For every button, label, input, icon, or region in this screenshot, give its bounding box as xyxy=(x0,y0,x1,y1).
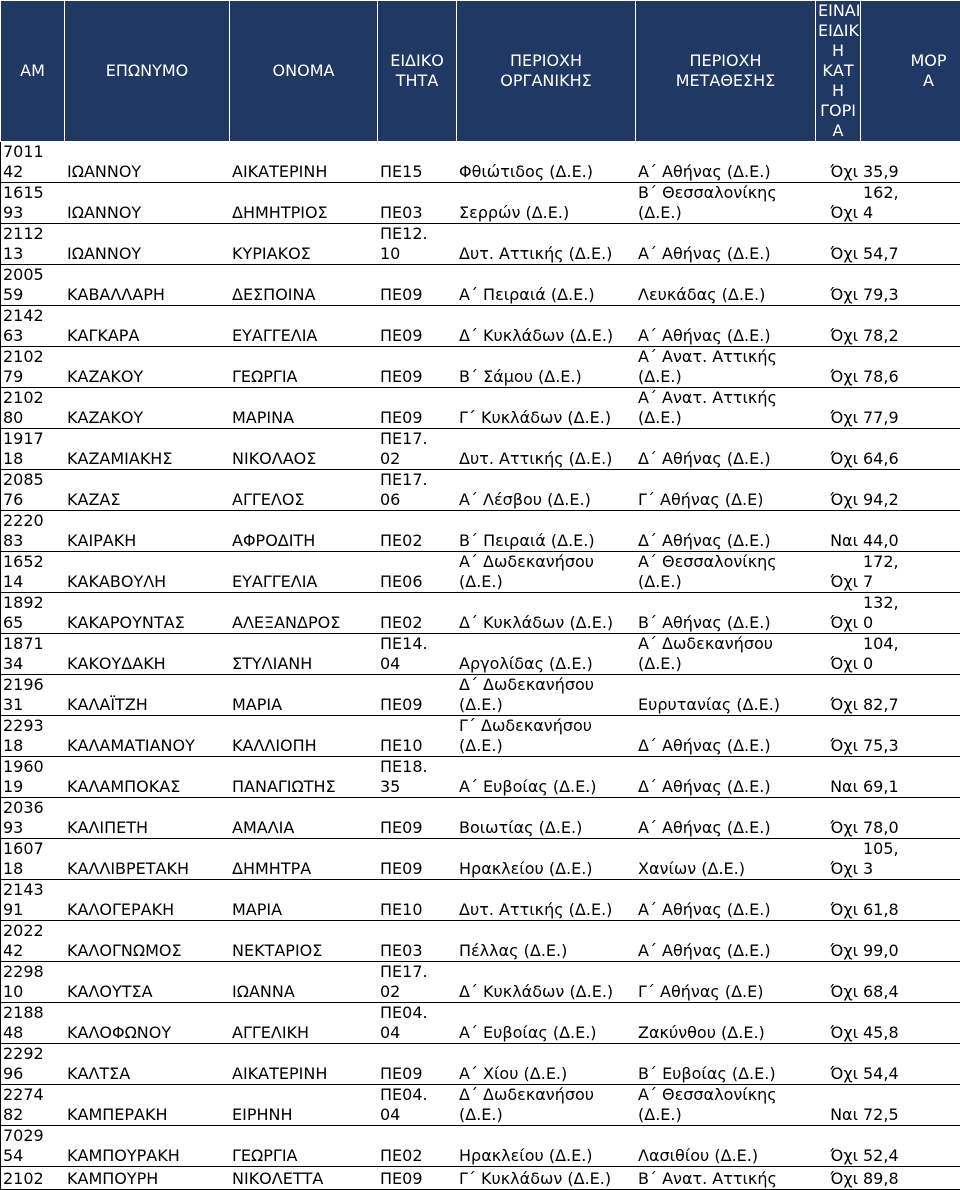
table-row xyxy=(1,429,960,470)
column-header-organic-area: ΠΕΡΙΟΧΗ ΟΡΓΑΝΙΚΗΣ xyxy=(457,1,636,142)
cell-surname: ΚΑΛΤΣΑ xyxy=(65,1044,230,1085)
cell-organic-area: Ηρακλείου (Δ.Ε.) xyxy=(457,1126,636,1167)
cell-surname: ΚΑΛΟΥΤΣΑ xyxy=(65,962,230,1003)
table-row xyxy=(1,1044,960,1085)
cell-specialty: ΠΕ02 xyxy=(378,593,457,634)
cell-organic-area: Α΄ Χίου (Δ.Ε.) xyxy=(457,1044,636,1085)
cell-organic-area: Δυτ. Αττικής (Δ.Ε.) xyxy=(457,224,636,265)
cell-am: 2102 xyxy=(1,1167,65,1190)
cell-surname: ΚΑΛΑΜΑΤΙΑΝΟΥ xyxy=(65,716,230,757)
cell-special-category: Όχι xyxy=(816,675,861,716)
cell-am: 1871 34 xyxy=(1,634,65,675)
cell-special-category: Όχι xyxy=(816,183,861,224)
cell-organic-area: Α΄ Ευβοίας (Δ.Ε.) xyxy=(457,757,636,798)
cell-points: 77,9 xyxy=(861,388,960,429)
cell-transfer-area: Β΄ Ανατ. Αττικής xyxy=(636,1167,816,1190)
cell-points: 35,9 xyxy=(861,142,960,183)
cell-name: ΜΑΡΙΑ xyxy=(230,675,378,716)
cell-points: 69,1 xyxy=(861,757,960,798)
cell-am: 1892 65 xyxy=(1,593,65,634)
cell-special-category: Όχι xyxy=(816,593,861,634)
cell-points: 78,6 xyxy=(861,347,960,388)
cell-specialty: ΠΕ14. 04 xyxy=(378,634,457,675)
cell-name: ΚΥΡΙΑΚΟΣ xyxy=(230,224,378,265)
cell-am: 2102 80 xyxy=(1,388,65,429)
cell-points: 99,0 xyxy=(861,921,960,962)
cell-name: ΑΦΡΟΔΙΤΗ xyxy=(230,511,378,552)
cell-points: 72,5 xyxy=(861,1085,960,1126)
cell-surname: ΚΑΛΟΓΝΩΜΟΣ xyxy=(65,921,230,962)
cell-am: 2112 13 xyxy=(1,224,65,265)
table-row xyxy=(1,921,960,962)
cell-surname: ΚΑΚΑΡΟΥΝΤΑΣ xyxy=(65,593,230,634)
table-row xyxy=(1,716,960,757)
table-row xyxy=(1,470,960,511)
cell-special-category: Ναι xyxy=(816,757,861,798)
cell-am: 2036 93 xyxy=(1,798,65,839)
cell-transfer-area: Α΄ Αθήνας (Δ.Ε.) xyxy=(636,880,816,921)
cell-surname: ΚΑΖΑΚΟΥ xyxy=(65,347,230,388)
column-header-special-category: ΕΙΝΑΙ ΕΙΔΙΚ Η ΚΑΤ Η ΓΟΡΙ Α xyxy=(816,1,861,142)
cell-special-category: Όχι xyxy=(816,265,861,306)
cell-am: 1615 93 xyxy=(1,183,65,224)
table-row xyxy=(1,962,960,1003)
cell-organic-area: Φθιώτιδος (Δ.Ε.) xyxy=(457,142,636,183)
cell-am: 2022 42 xyxy=(1,921,65,962)
cell-organic-area: Α΄ Δωδεκανήσου (Δ.Ε.) xyxy=(457,552,636,593)
cell-specialty: ΠΕ10 xyxy=(378,716,457,757)
cell-surname: ΚΑΖΑΚΟΥ xyxy=(65,388,230,429)
table-row xyxy=(1,142,960,183)
cell-transfer-area: Δ΄ Αθήνας (Δ.Ε.) xyxy=(636,716,816,757)
table-header xyxy=(1,1,960,142)
cell-am: 1917 18 xyxy=(1,429,65,470)
cell-am: 2085 76 xyxy=(1,470,65,511)
cell-special-category: Όχι xyxy=(816,429,861,470)
cell-organic-area: Α΄ Λέσβου (Δ.Ε.) xyxy=(457,470,636,511)
cell-organic-area: Αργολίδας (Δ.Ε.) xyxy=(457,634,636,675)
table-row xyxy=(1,839,960,880)
cell-special-category: Όχι xyxy=(816,347,861,388)
cell-am: 7011 42 xyxy=(1,142,65,183)
table-row xyxy=(1,552,960,593)
cell-special-category: Όχι xyxy=(816,1044,861,1085)
cell-points: 132, 0 xyxy=(861,593,960,634)
cell-surname: ΚΑΚΟΥΔΑΚΗ xyxy=(65,634,230,675)
cell-organic-area: Δ΄ Δωδεκανήσου (Δ.Ε.) xyxy=(457,1085,636,1126)
cell-transfer-area: Α΄ Αθήνας (Δ.Ε.) xyxy=(636,921,816,962)
cell-organic-area: Γ΄ Κυκλάδων (Δ.Ε.) xyxy=(457,1167,636,1190)
cell-specialty: ΠΕ09 xyxy=(378,265,457,306)
cell-name: ΜΑΡΙΝΑ xyxy=(230,388,378,429)
cell-organic-area: Βοιωτίας (Δ.Ε.) xyxy=(457,798,636,839)
cell-name: ΚΑΛΛΙΟΠΗ xyxy=(230,716,378,757)
cell-name: ΑΛΕΞΑΝΔΡΟΣ xyxy=(230,593,378,634)
cell-specialty: ΠΕ09 xyxy=(378,675,457,716)
cell-surname: ΚΑΚΑΒΟΥΛΗ xyxy=(65,552,230,593)
cell-organic-area: Β΄ Πειραιά (Δ.Ε.) xyxy=(457,511,636,552)
cell-specialty: ΠΕ02 xyxy=(378,511,457,552)
cell-transfer-area: Δ΄ Αθήνας (Δ.Ε.) xyxy=(636,511,816,552)
cell-specialty: ΠΕ02 xyxy=(378,1126,457,1167)
cell-specialty: ΠΕ18. 35 xyxy=(378,757,457,798)
cell-name: ΑΙΚΑΤΕΡΙΝΗ xyxy=(230,142,378,183)
cell-organic-area: Δ΄ Κυκλάδων (Δ.Ε.) xyxy=(457,306,636,347)
cell-transfer-area: Β΄ Ευβοίας (Δ.Ε.) xyxy=(636,1044,816,1085)
cell-specialty: ΠΕ09 xyxy=(378,347,457,388)
cell-special-category: Όχι xyxy=(816,962,861,1003)
cell-transfer-area: Λευκάδας (Δ.Ε.) xyxy=(636,265,816,306)
cell-am: 2143 91 xyxy=(1,880,65,921)
cell-specialty: ΠΕ17. 02 xyxy=(378,429,457,470)
cell-am: 2196 31 xyxy=(1,675,65,716)
cell-am: 2188 48 xyxy=(1,1003,65,1044)
cell-name: ΕΥΑΓΓΕΛΙΑ xyxy=(230,306,378,347)
cell-name: ΑΜΑΛΙΑ xyxy=(230,798,378,839)
cell-surname: ΚΑΓΚΑΡΑ xyxy=(65,306,230,347)
cell-surname: ΚΑΜΠΕΡΑΚΗ xyxy=(65,1085,230,1126)
table-row xyxy=(1,1167,960,1190)
cell-special-category: Όχι xyxy=(816,470,861,511)
cell-points: 44,0 xyxy=(861,511,960,552)
cell-transfer-area: Α΄ Αθήνας (Δ.Ε.) xyxy=(636,142,816,183)
cell-organic-area: Σερρών (Δ.Ε.) xyxy=(457,183,636,224)
cell-surname: ΚΑΜΠΟΥΡΗ xyxy=(65,1167,230,1190)
cell-name: ΜΑΡΙΑ xyxy=(230,880,378,921)
cell-specialty: ΠΕ12. 10 xyxy=(378,224,457,265)
cell-transfer-area: Α΄ Ανατ. Αττικής (Δ.Ε.) xyxy=(636,388,816,429)
cell-points: 45,8 xyxy=(861,1003,960,1044)
cell-surname: ΚΑΛΑΪΤΖΗ xyxy=(65,675,230,716)
cell-organic-area: Πέλλας (Δ.Ε.) xyxy=(457,921,636,962)
cell-special-category: Όχι xyxy=(816,552,861,593)
cell-points: 52,4 xyxy=(861,1126,960,1167)
cell-organic-area: Α΄ Πειραιά (Δ.Ε.) xyxy=(457,265,636,306)
cell-points: 79,3 xyxy=(861,265,960,306)
column-header-points: ΜΟΡ Α xyxy=(861,1,960,142)
cell-surname: ΚΑΛΟΦΩΝΟΥ xyxy=(65,1003,230,1044)
cell-special-category: Όχι xyxy=(816,388,861,429)
cell-name: ΑΓΓΕΛΙΚΗ xyxy=(230,1003,378,1044)
cell-name: ΑΓΓΕΛΟΣ xyxy=(230,470,378,511)
cell-specialty: ΠΕ04. 04 xyxy=(378,1003,457,1044)
cell-special-category: Όχι xyxy=(816,921,861,962)
cell-special-category: Όχι xyxy=(816,880,861,921)
cell-name: ΝΙΚΟΛΕΤΤΑ xyxy=(230,1167,378,1190)
cell-am: 2292 96 xyxy=(1,1044,65,1085)
header-row xyxy=(1,1,960,142)
cell-name: ΓΕΩΡΓΙΑ xyxy=(230,1126,378,1167)
cell-surname: ΙΩΑΝΝΟΥ xyxy=(65,142,230,183)
cell-specialty: ΠΕ09 xyxy=(378,1044,457,1085)
cell-transfer-area: Γ΄ Αθήνας (Δ.Ε) xyxy=(636,470,816,511)
cell-surname: ΚΑΖΑΜΙΑΚΗΣ xyxy=(65,429,230,470)
cell-surname: ΚΑΛΟΓΕΡΑΚΗ xyxy=(65,880,230,921)
table-row xyxy=(1,306,960,347)
cell-transfer-area: Α΄ Θεσσαλονίκης (Δ.Ε.) xyxy=(636,1085,816,1126)
cell-name: ΓΕΩΡΓΙΑ xyxy=(230,347,378,388)
cell-am: 2293 18 xyxy=(1,716,65,757)
column-header-transfer-area: ΠΕΡΙΟΧΗ ΜΕΤΑΘΕΣΗΣ xyxy=(636,1,816,142)
cell-am: 2274 82 xyxy=(1,1085,65,1126)
cell-surname: ΚΑΙΡΑΚΗ xyxy=(65,511,230,552)
cell-points: 78,2 xyxy=(861,306,960,347)
cell-surname: ΚΑΛΙΠΕΤΗ xyxy=(65,798,230,839)
cell-am: 1652 14 xyxy=(1,552,65,593)
cell-organic-area: Δυτ. Αττικής (Δ.Ε.) xyxy=(457,429,636,470)
table-row xyxy=(1,1003,960,1044)
cell-organic-area: Δ΄ Δωδεκανήσου (Δ.Ε.) xyxy=(457,675,636,716)
table-row xyxy=(1,224,960,265)
cell-surname: ΚΑΛΛΙΒΡΕΤΑΚΗ xyxy=(65,839,230,880)
cell-specialty: ΠΕ15 xyxy=(378,142,457,183)
cell-name: ΕΥΑΓΓΕΛΙΑ xyxy=(230,552,378,593)
cell-organic-area: Β΄ Σάμου (Δ.Ε.) xyxy=(457,347,636,388)
table-row xyxy=(1,1085,960,1126)
cell-special-category: Όχι xyxy=(816,1126,861,1167)
cell-surname: ΚΑΛΑΜΠΟΚΑΣ xyxy=(65,757,230,798)
cell-transfer-area: Ζακύνθου (Δ.Ε.) xyxy=(636,1003,816,1044)
cell-special-category: Όχι xyxy=(816,839,861,880)
cell-special-category: Όχι xyxy=(816,1003,861,1044)
cell-specialty: ΠΕ04. 04 xyxy=(378,1085,457,1126)
cell-transfer-area: Α΄ Θεσσαλονίκης (Δ.Ε.) xyxy=(636,552,816,593)
column-header-specialty: ΕΙΔΙΚΟ ΤΗΤΑ xyxy=(378,1,457,142)
cell-specialty: ΠΕ10 xyxy=(378,880,457,921)
cell-special-category: Όχι xyxy=(816,142,861,183)
cell-special-category: Όχι xyxy=(816,306,861,347)
cell-points: 162, 4 xyxy=(861,183,960,224)
cell-specialty: ΠΕ09 xyxy=(378,388,457,429)
cell-am: 2220 83 xyxy=(1,511,65,552)
cell-am: 7029 54 xyxy=(1,1126,65,1167)
cell-transfer-area: Χανίων (Δ.Ε.) xyxy=(636,839,816,880)
column-header-name: ΟΝΟΜΑ xyxy=(230,1,378,142)
cell-surname: ΙΩΑΝΝΟΥ xyxy=(65,224,230,265)
table-row xyxy=(1,634,960,675)
table-row xyxy=(1,347,960,388)
cell-transfer-area: Α΄ Δωδεκανήσου (Δ.Ε.) xyxy=(636,634,816,675)
table-row xyxy=(1,265,960,306)
table-row xyxy=(1,511,960,552)
table-body xyxy=(1,142,960,1190)
cell-points: 75,3 xyxy=(861,716,960,757)
cell-points: 104, 0 xyxy=(861,634,960,675)
table-row xyxy=(1,388,960,429)
cell-transfer-area: Λασιθίου (Δ.Ε.) xyxy=(636,1126,816,1167)
cell-organic-area: Γ΄ Κυκλάδων (Δ.Ε.) xyxy=(457,388,636,429)
table-row xyxy=(1,183,960,224)
cell-transfer-area: Γ΄ Αθήνας (Δ.Ε) xyxy=(636,962,816,1003)
table-row xyxy=(1,675,960,716)
cell-points: 54,4 xyxy=(861,1044,960,1085)
cell-organic-area: Δυτ. Αττικής (Δ.Ε.) xyxy=(457,880,636,921)
cell-points: 64,6 xyxy=(861,429,960,470)
cell-am: 2005 59 xyxy=(1,265,65,306)
cell-points: 105, 3 xyxy=(861,839,960,880)
cell-am: 1960 19 xyxy=(1,757,65,798)
cell-name: ΝΕΚΤΑΡΙΟΣ xyxy=(230,921,378,962)
cell-transfer-area: Ευρυτανίας (Δ.Ε.) xyxy=(636,675,816,716)
cell-special-category: Όχι xyxy=(816,1167,861,1190)
cell-name: ΣΤΥΛΙΑΝΗ xyxy=(230,634,378,675)
cell-organic-area: Δ΄ Κυκλάδων (Δ.Ε.) xyxy=(457,593,636,634)
cell-points: 172, 7 xyxy=(861,552,960,593)
cell-specialty: ΠΕ03 xyxy=(378,921,457,962)
cell-specialty: ΠΕ09 xyxy=(378,1167,457,1190)
cell-specialty: ΠΕ09 xyxy=(378,798,457,839)
table-row xyxy=(1,593,960,634)
table-row xyxy=(1,880,960,921)
cell-am: 2298 10 xyxy=(1,962,65,1003)
cell-organic-area: Δ΄ Κυκλάδων (Δ.Ε.) xyxy=(457,962,636,1003)
cell-special-category: Όχι xyxy=(816,224,861,265)
cell-special-category: Ναι xyxy=(816,1085,861,1126)
cell-surname: ΚΑΖΑΣ xyxy=(65,470,230,511)
cell-name: ΑΙΚΑΤΕΡΙΝΗ xyxy=(230,1044,378,1085)
cell-points: 78,0 xyxy=(861,798,960,839)
cell-special-category: Ναι xyxy=(816,511,861,552)
cell-name: ΕΙΡΗΝΗ xyxy=(230,1085,378,1126)
cell-organic-area: Ηρακλείου (Δ.Ε.) xyxy=(457,839,636,880)
table-row xyxy=(1,798,960,839)
cell-specialty: ΠΕ17. 06 xyxy=(378,470,457,511)
cell-points: 89,8 xyxy=(861,1167,960,1190)
cell-specialty: ΠΕ06 xyxy=(378,552,457,593)
cell-surname: ΙΩΑΝΝΟΥ xyxy=(65,183,230,224)
cell-surname: ΚΑΜΠΟΥΡΑΚΗ xyxy=(65,1126,230,1167)
cell-name: ΠΑΝΑΓΙΩΤΗΣ xyxy=(230,757,378,798)
cell-am: 2102 79 xyxy=(1,347,65,388)
cell-points: 82,7 xyxy=(861,675,960,716)
cell-transfer-area: Δ΄ Αθήνας (Δ.Ε.) xyxy=(636,757,816,798)
cell-am: 2142 63 xyxy=(1,306,65,347)
cell-name: ΔΗΜΗΤΡΙΟΣ xyxy=(230,183,378,224)
cell-points: 94,2 xyxy=(861,470,960,511)
cell-specialty: ΠΕ17. 02 xyxy=(378,962,457,1003)
cell-transfer-area: Α΄ Αθήνας (Δ.Ε.) xyxy=(636,798,816,839)
cell-transfer-area: Β΄ Θεσσαλονίκης (Δ.Ε.) xyxy=(636,183,816,224)
cell-special-category: Όχι xyxy=(816,798,861,839)
cell-am: 1607 18 xyxy=(1,839,65,880)
cell-transfer-area: Α΄ Αθήνας (Δ.Ε.) xyxy=(636,224,816,265)
cell-special-category: Όχι xyxy=(816,634,861,675)
table-row xyxy=(1,757,960,798)
cell-specialty: ΠΕ09 xyxy=(378,839,457,880)
cell-transfer-area: Δ΄ Αθήνας (Δ.Ε.) xyxy=(636,429,816,470)
cell-name: ΝΙΚΟΛΑΟΣ xyxy=(230,429,378,470)
cell-special-category: Όχι xyxy=(816,716,861,757)
cell-points: 54,7 xyxy=(861,224,960,265)
cell-transfer-area: Α΄ Ανατ. Αττικής (Δ.Ε.) xyxy=(636,347,816,388)
cell-name: ΔΕΣΠΟΙΝΑ xyxy=(230,265,378,306)
cell-specialty: ΠΕ09 xyxy=(378,306,457,347)
table-row xyxy=(1,1126,960,1167)
cell-organic-area: Α΄ Ευβοίας (Δ.Ε.) xyxy=(457,1003,636,1044)
cell-points: 68,4 xyxy=(861,962,960,1003)
cell-transfer-area: Β΄ Αθήνας (Δ.Ε.) xyxy=(636,593,816,634)
cell-organic-area: Γ΄ Δωδεκανήσου (Δ.Ε.) xyxy=(457,716,636,757)
cell-surname: ΚΑΒΑΛΛΑΡΗ xyxy=(65,265,230,306)
cell-transfer-area: Α΄ Αθήνας (Δ.Ε.) xyxy=(636,306,816,347)
cell-name: ΙΩΑΝΝΑ xyxy=(230,962,378,1003)
cell-specialty: ΠΕ03 xyxy=(378,183,457,224)
cell-points: 61,8 xyxy=(861,880,960,921)
cell-name: ΔΗΜΗΤΡΑ xyxy=(230,839,378,880)
column-header-surname: ΕΠΩΝΥΜΟ xyxy=(65,1,230,142)
column-header-am: ΑΜ xyxy=(1,1,65,142)
